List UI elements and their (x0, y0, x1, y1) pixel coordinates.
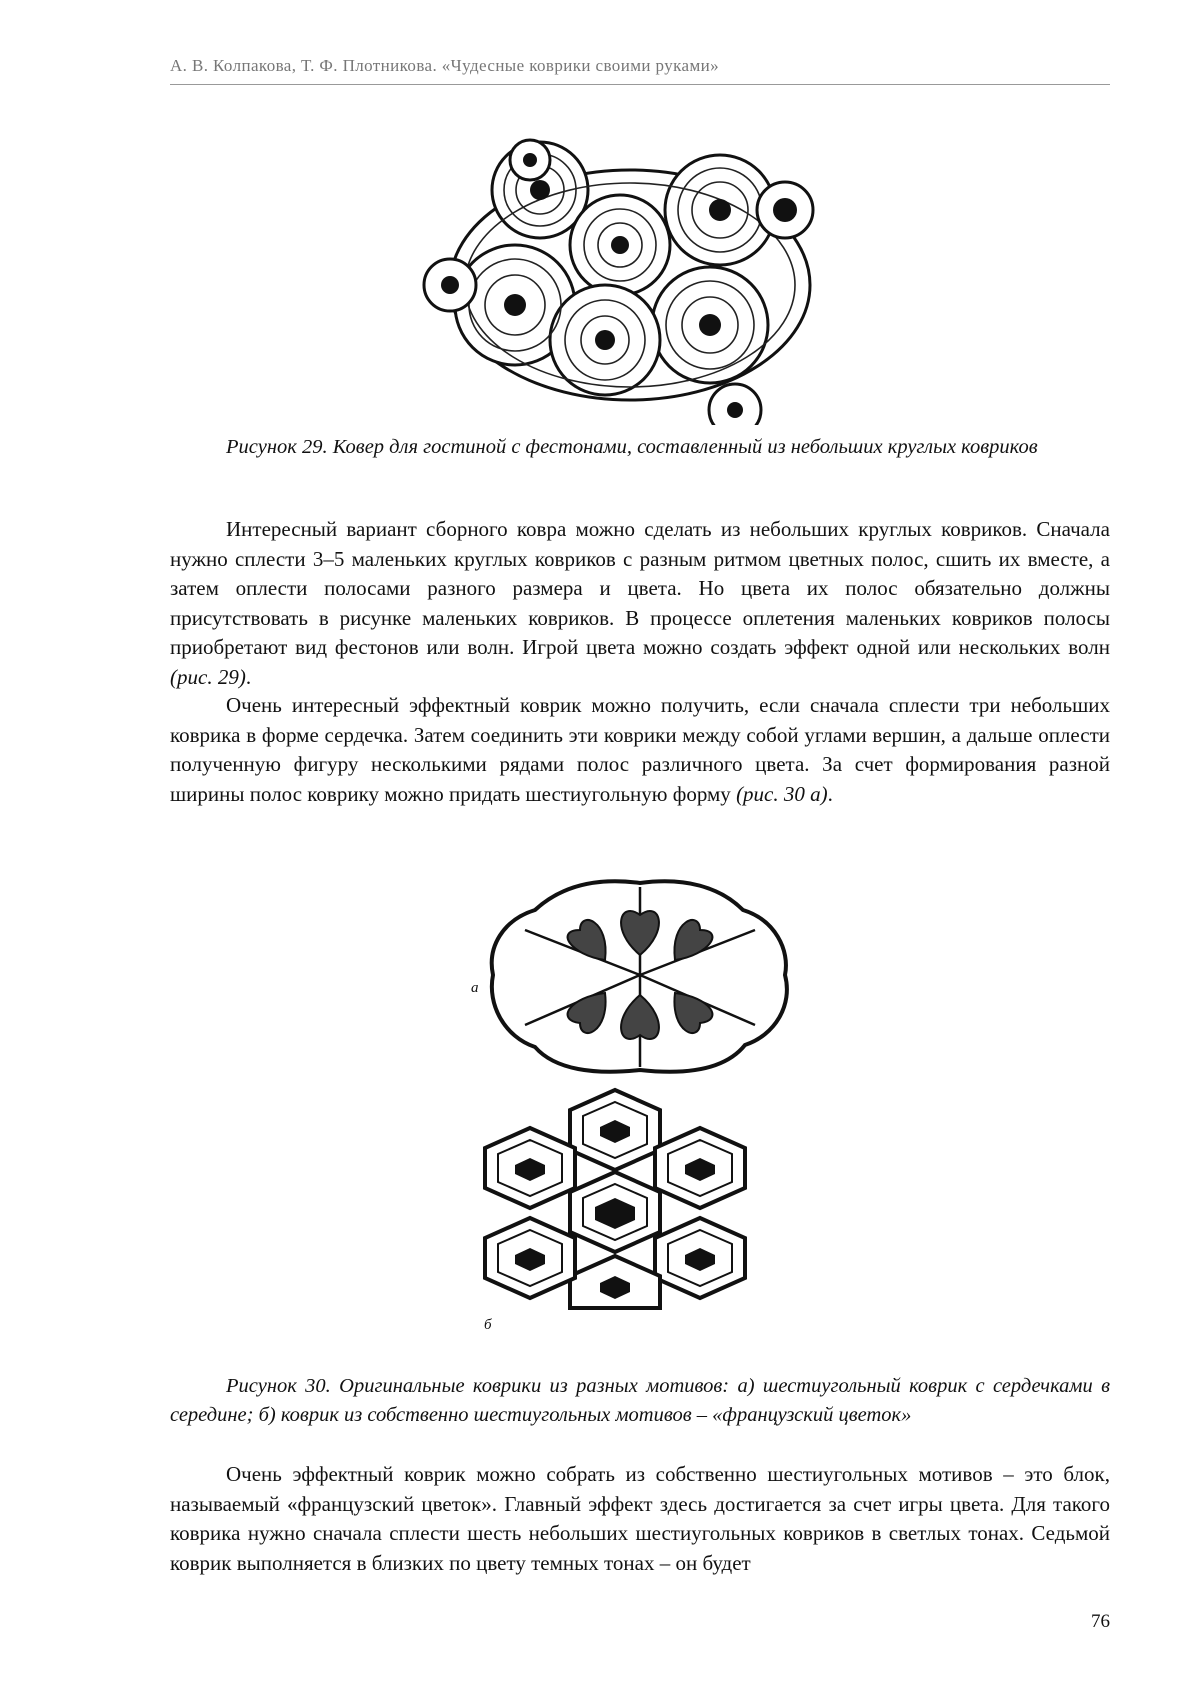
paragraph-1-end: . (245, 664, 252, 689)
figure-30a-heart-rug-illustration (485, 875, 795, 1075)
figure-29-caption: Рисунок 29. Ковер для гостиной с фестонами, составленный из небольших круглых ковриков (226, 436, 1038, 458)
paragraph-1 (170, 515, 1110, 692)
paragraph-3: Очень эффектный коврик можно собрать из собственно шестиугольных мотивов – это блок, называемый «французский цветок». Главный эффект здесь достигается за счет игры цвета. Для такого коврика нужно сначала сплести шесть небольших шестиугольных ковриков в светлых тонах. Седьмой коврик выполняется в близких по цвету темных тонах – он будет (170, 1462, 1110, 1575)
paragraph-2-text: Очень интересный эффектный коврик можно получить, если сначала сплести три небольших коврика в форме сердечка. Затем соединить эти коврики между собой углами вершин, а дальше оплести полученную фигуру несколькими рядами полос различного цвета. За счет формирования разной ширины полос коврику можно придать шестиугольную форму (170, 693, 1110, 806)
paragraph-1-text: Интересный вариант сборного ковра можно сделать из небольших круглых ковриков. Сначала нужно сплести 3–5 маленьких круглых ковриков с разным ритмом цветных полос, сшить их вместе, а затем оплести полосами разного размера и цвета. Но цвета их полос обязательно должны присутствовать в рисунке маленьких ковриков. В процессе оплетения маленьких ковриков полосы приобретают вид фестонов или волн. Игрой цвета можно создать эффект одной или нескольких волн (170, 517, 1110, 659)
running-header: А. В. Колпакова, Т. Ф. Плотникова. «Чудесные коврики своими руками» (170, 56, 719, 75)
figure-29-reference: (рис. 29) (170, 664, 246, 689)
figure-29-round-rug-illustration (420, 135, 840, 425)
figure-30b-hexagon-flower-illustration (455, 1080, 775, 1310)
figure-30a-label: а (471, 980, 479, 996)
page-number: 76 (1091, 1611, 1110, 1632)
figure-30b-label: б (484, 1317, 492, 1333)
figure-30a-reference: (рис. 30 а) (736, 781, 828, 806)
paragraph-2-end: . (827, 781, 833, 806)
figure-30-caption: Рисунок 30. Оригинальные коврики из разных мотивов: а) шестиугольный коврик с сердечками в середине; б) коврик из собственно шестиугольных мотивов – «французский цветок» (170, 1375, 1110, 1426)
header-rule (170, 84, 1110, 85)
paragraph-2 (170, 691, 1110, 809)
